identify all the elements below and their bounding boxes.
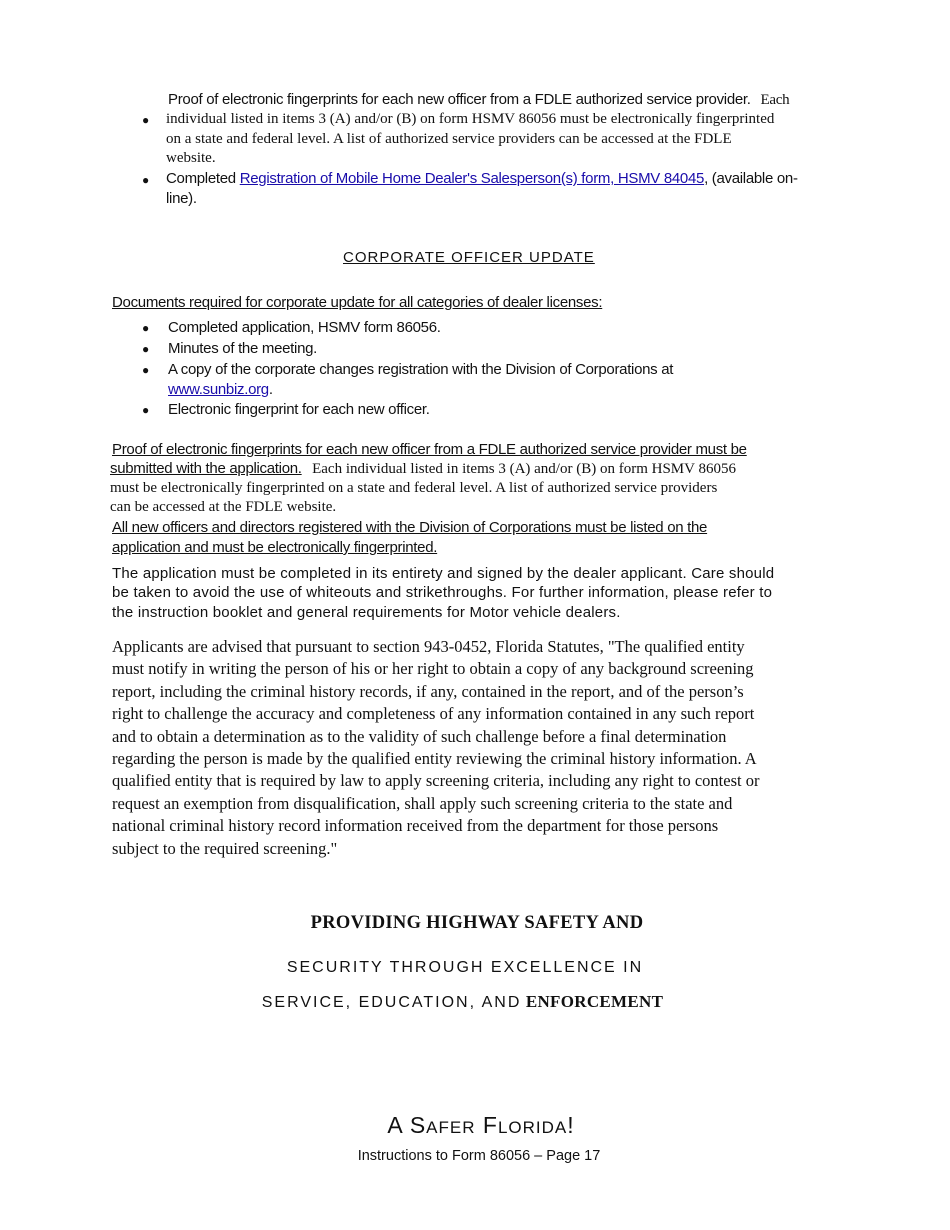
list-item: Minutes of the meeting. [168, 340, 318, 357]
statute-line: subject to the required screening." [112, 838, 338, 858]
list-item: Electronic fingerprint for each new officer. [168, 401, 430, 418]
statute-line: must notify in writing the person of his or her right to obtain a copy of any background screening [112, 659, 754, 679]
safer-s: S [409, 1112, 427, 1138]
motto-line-3-enforcement: ENFORCEMENT [525, 992, 664, 1011]
completed-form-item [166, 170, 798, 187]
proof-line-2-underlined: submitted with the application. [110, 460, 302, 477]
motto-line-2: SECURITY THROUGH EXCELLENCE IN [286, 959, 644, 976]
bullet-icon: ● [142, 321, 150, 335]
statute-line: national criminal history record information received from the department for those persons [112, 816, 719, 836]
form-suffix-continued: line). [166, 190, 197, 207]
intro-line: website. [166, 150, 216, 166]
intro-proof-each: Each [760, 92, 790, 108]
note-line: be taken to avoid the use of whiteouts and strikethroughs. For further information, please refer to [112, 584, 773, 601]
statute-line: and to obtain a determination as to the validity of such challenge before a final determination [112, 726, 727, 746]
note-line: The application must be completed in its entirety and signed by the dealer applicant. Care should [112, 565, 775, 582]
officers-line-1: All new officers and directors registered with the Division of Corporations must be listed on the [112, 519, 708, 536]
motto-line-3-prefix: SERVICE, EDUCATION, AND [261, 994, 522, 1011]
bullet-icon: ● [142, 173, 150, 187]
page-footer: Instructions to Form 86056 – Page 17 [357, 1148, 601, 1164]
list-item: A copy of the corporate changes registration with the Division of Corporations at [168, 361, 674, 378]
form-suffix: , (available on- [704, 170, 798, 187]
statute-line: Applicants are advised that pursuant to section 943-0452, Florida Statutes, "The qualified entity [112, 637, 745, 656]
safer-f: F [482, 1112, 498, 1138]
statute-line: report, including the criminal history records, if any, contained in the report, and of the person’s [112, 681, 744, 701]
statute-line: regarding the person is made by the qualified entity reviewing the criminal history information. A [112, 749, 757, 769]
safer-florida-title [0, 1112, 950, 1139]
statute-line: right to challenge the accuracy and completeness of any information contained in any such report [112, 704, 755, 724]
proof-line-1: Proof of electronic fingerprints for each new officer from a FDLE authorized service provider must be [112, 441, 747, 458]
officers-line-2: application and must be electronically fingerprinted. [112, 539, 438, 556]
corporate-officer-heading: CORPORATE OFFICER UPDATE [343, 249, 595, 266]
completed-prefix: Completed [166, 170, 236, 187]
note-line: the instruction booklet and general requirements for Motor vehicle dealers. [112, 604, 621, 621]
list-item: Completed application, HSMV form 86056. [168, 319, 441, 336]
mobile-home-salesperson-form-link[interactable]: Registration of Mobile Home Dealer's Salesperson(s) form, HSMV 84045 [239, 170, 705, 187]
sunbiz-suffix: . [268, 381, 273, 398]
bullet-icon: ● [142, 363, 150, 377]
bullet-icon: ● [142, 342, 150, 356]
statute-line: qualified entity that is required by law to apply screening criteria, including any right to contest or [112, 771, 760, 791]
safer-afer: AFER [426, 1118, 476, 1137]
proof-line-3: must be electronically fingerprinted on a state and federal level. A list of authorized service providers [110, 480, 718, 496]
statute-line: request an exemption from disqualification, shall apply such screening criteria to the state and [112, 793, 733, 813]
motto-line-1: PROVIDING HIGHWAY SAFETY AND [310, 913, 644, 933]
statute-paragraph [112, 636, 852, 860]
intro-line: on a state and federal level. A list of authorized service providers can be accessed at the FDLE [166, 131, 732, 147]
proof-line-2-serif: Each individual listed in items 3 (A) and/or (B) on form HSMV 86056 [312, 461, 736, 477]
intro-proof-text: Proof of electronic fingerprints for each new officer from a FDLE authorized service provider. [168, 91, 751, 108]
bullet-icon: ● [142, 403, 150, 417]
sunbiz-link[interactable]: www.sunbiz.org [168, 381, 269, 398]
safer-lorida: LORIDA [497, 1118, 568, 1137]
intro-line: individual listed in items 3 (A) and/or (B) on form HSMV 86056 must be electronically fingerprinted [166, 111, 775, 127]
bullet-icon: ● [142, 113, 150, 127]
proof-line-4: can be accessed at the FDLE website. [110, 499, 337, 515]
docs-required-heading: Documents required for corporate update for all categories of dealer licenses: [112, 294, 603, 311]
safer-bang: ! [567, 1112, 575, 1138]
safer-a: A [387, 1112, 403, 1138]
